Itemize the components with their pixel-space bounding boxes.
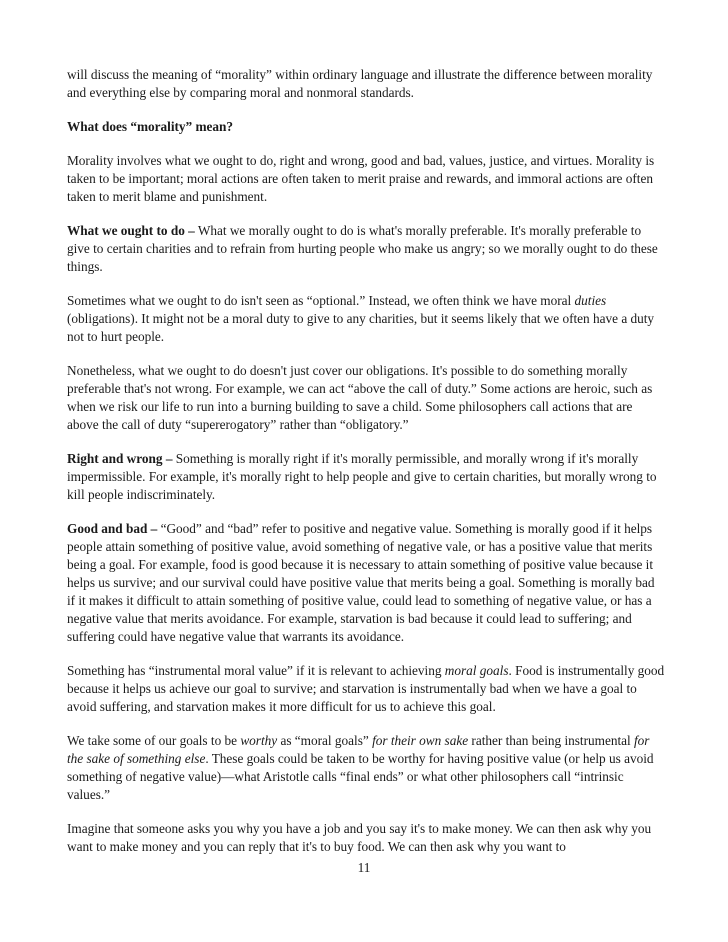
italic-run: worthy — [240, 733, 278, 748]
text-run: We take some of our goals to be — [67, 733, 241, 748]
paragraph-imagine — [67, 820, 665, 856]
document-body — [67, 66, 665, 872]
italic-run: for their own sake — [372, 733, 469, 748]
page-number: 11 — [357, 860, 371, 875]
paragraph-ought-to-do — [67, 222, 665, 276]
text-run: rather than being instrumental — [468, 733, 634, 748]
text-run: What we morally ought to do is what's morally preferable. It's morally preferable to give to certain charities and to refrain from hurting people who make us angry; so we morally ought to do these things. — [67, 223, 658, 274]
text-run: . These goals could be taken to be worthy for having positive value (or help us avoid something of negative value)—what Aristotle calls “final ends” or what other philosophers call “intrinsic values.” — [67, 751, 654, 802]
text-run: will discuss the meaning of “morality” within ordinary language and illustrate the difference between morality and everything else by comparing moral and nonmoral standards. — [67, 67, 653, 100]
text-run: Nonetheless, what we ought to do doesn't just cover our obligations. It's possible to do something morally preferable that's not wrong. For example, we can act “above the call of duty.” Some actions are heroic, such as when we risk our life to run into a burning building to save a child. Some philosophers call actions that are above the call of duty “supererogatory” rather than “obligatory.” — [67, 363, 653, 432]
text-run: . Food is instrumentally good because it helps us achieve our goal to survive; and starvation is instrumentally bad when we have a goal to avoid suffering, and starvation makes it more difficult for us to achieve this goal. — [67, 663, 665, 714]
paragraph-intro — [67, 66, 665, 102]
bold-run: What does “morality” mean? — [67, 119, 234, 134]
italic-run: duties — [574, 293, 607, 308]
text-run: Morality involves what we ought to do, right and wrong, good and bad, values, justice, and virtues. Morality is taken to be important; moral actions are often taken to merit praise and rewards, and immoral actions are often taken to merit blame and punishment. — [67, 153, 655, 204]
paragraph-right-wrong — [67, 450, 665, 504]
text-run: as “moral goals” — [277, 733, 373, 748]
paragraph-instrumental — [67, 662, 665, 716]
italic-run: for the sake of something else — [67, 733, 650, 766]
text-run: (obligations). It might not be a moral duty to give to any charities, but it seems likely that we often have a duty not to hurt people. — [67, 311, 655, 344]
paragraph-nonetheless — [67, 362, 665, 434]
text-run: Sometimes what we ought to do isn't seen as “optional.” Instead, we often think we have moral — [67, 293, 575, 308]
italic-run: moral goals — [444, 663, 509, 678]
text-run: Something has “instrumental moral value” if it is relevant to achieving — [67, 663, 445, 678]
section-heading — [67, 118, 665, 136]
bold-run: What we ought to do – — [67, 223, 195, 238]
paragraph-optional — [67, 292, 665, 346]
paragraph-morality-involves — [67, 152, 665, 206]
text-run: “Good” and “bad” refer to positive and negative value. Something is morally good if it helps people attain something of positive value, avoid something of negative vale, or has a positive value that merits being a goal. For example, food is good because it is necessary to attain something of positive value because it helps us survive; and our survival could have positive value that merits being a goal. Something is morally bad if it makes it difficult to attain something of positive value, could lead to something of negative value, or has a negative value that merits avoidance. For example, starvation is bad because it could lead to suffering; and suffering could have negative value that warrants its avoidance. — [67, 521, 655, 644]
bold-run: Right and wrong – — [67, 451, 173, 466]
text-run: Imagine that someone asks you why you have a job and you say it's to make money. We can then ask why you want to make money and you can reply that it's to buy food. We can then ask why you want to — [67, 821, 652, 854]
bold-run: Good and bad – — [67, 521, 158, 536]
text-run: Something is morally right if it's morally permissible, and morally wrong if it's morally impermissible. For example, it's morally right to help people and give to certain charities, but morally wrong to kill people indiscriminately. — [67, 451, 657, 502]
paragraph-worthy — [67, 732, 665, 804]
paragraph-good-bad — [67, 520, 665, 646]
